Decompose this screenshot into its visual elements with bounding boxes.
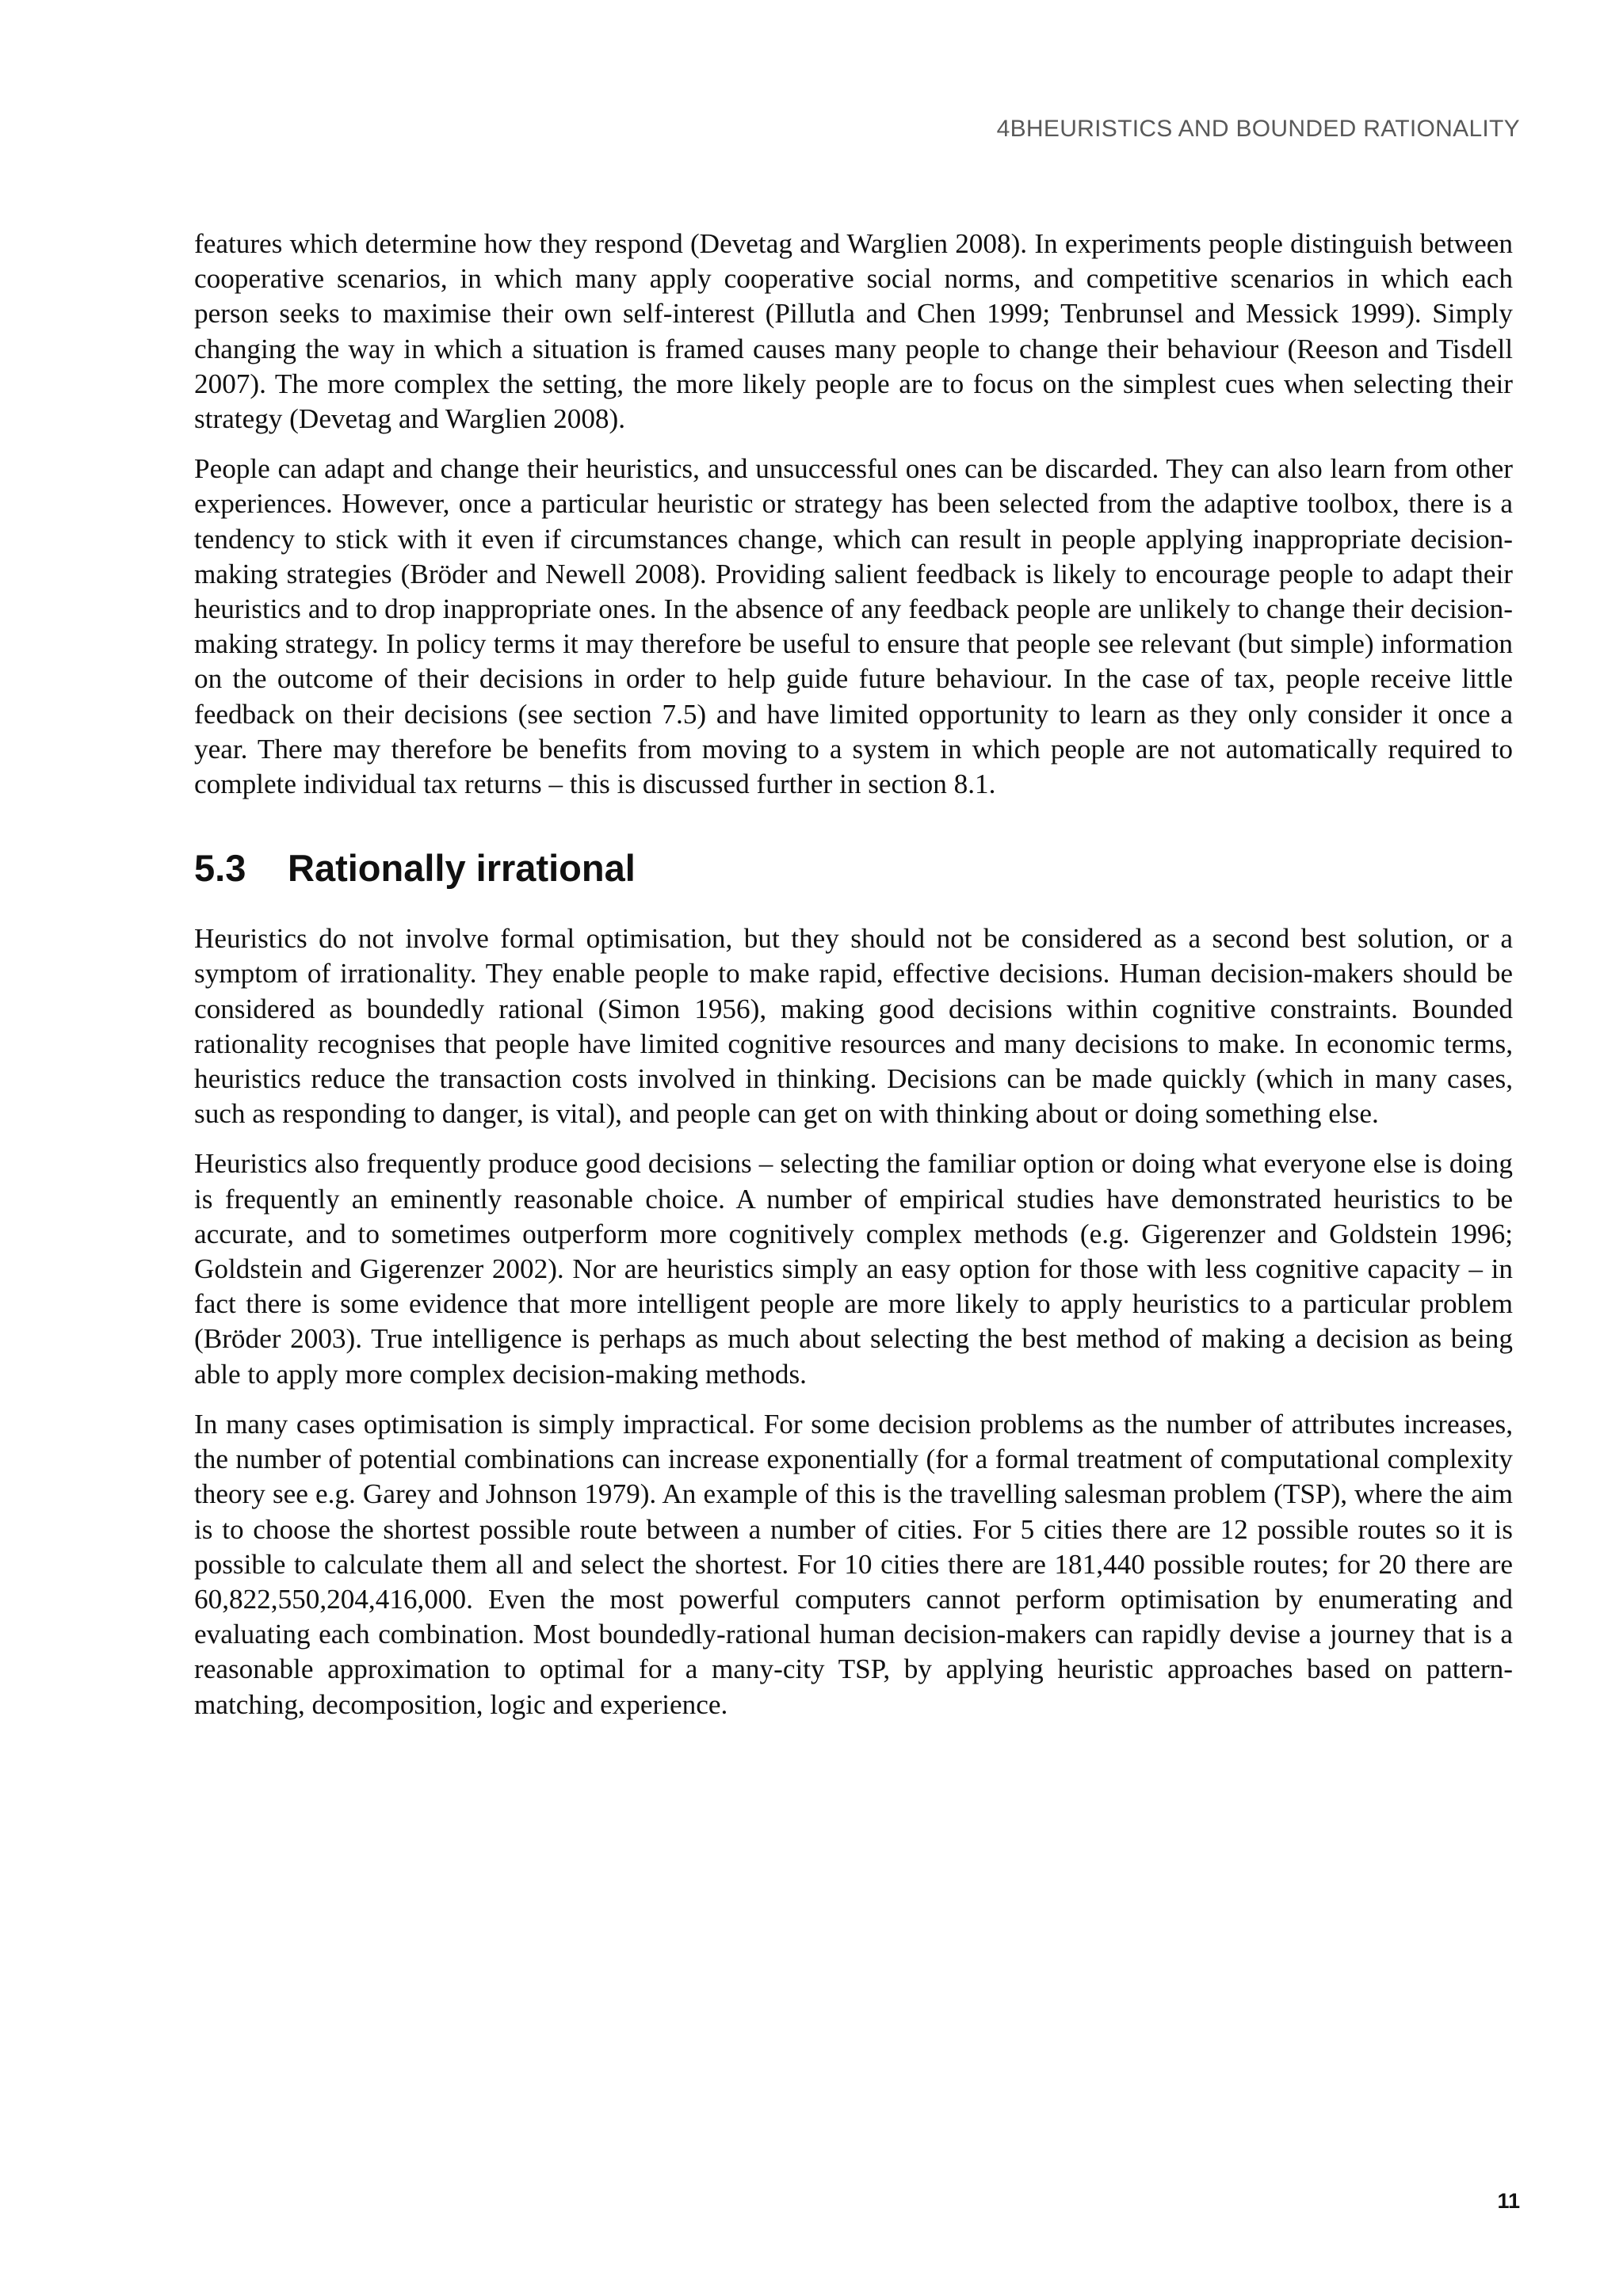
paragraph-bounded-rationality: Heuristics do not involve formal optimisation, but they should not be considered as a second best solution, or a symptom of irrationality. They enable people to make rapid, effective decisions. Human decision-makers should be considered as boundedly rational (Simon 1956), making good decisions within cognitive constraints. Bounded rationality recognises that people have limited cognitive resources and many decisions to make. In economic terms, heuristics reduce the transaction costs involved in thinking. Decisions can be made quickly (which in many cases, such as responding to danger, is vital), and people can get on with thinking about or doing something else. [194, 923, 1513, 1130]
section-heading [194, 846, 1513, 890]
section-title: Rationally irrational [288, 847, 636, 890]
body-column [194, 227, 1513, 1737]
paragraph-good-decisions: Heuristics also frequently produce good decisions – selecting the familiar option or doing what everyone else is doing is frequently an eminently reasonable choice. A number of empirical studies have demonstrated heuristics to be accurate, and to sometimes outperform more cognitively complex methods (e.g. Gigerenzer and Goldstein 1996; Goldstein and Gigerenzer 2002). Nor are heuristics simply an easy option for those with less cognitive capacity – in fact there is some evidence that more intelligent people are more likely to apply heuristics to a particular problem (Bröder 2003). True intelligence is perhaps as much about selecting the best method of making a decision as being able to apply more complex decision-making methods. [194, 1148, 1513, 1390]
paragraph-adaptive-heuristics: People can adapt and change their heuristics, and unsuccessful ones can be discarded. They can also learn from other experiences. However, once a particular heuristic or strategy has been selected from the adaptive toolbox, there is a tendency to stick with it even if circumstances change, which can result in people applying inappropriate decision-making strategies (Bröder and Newell 2008). Providing salient feedback is likely to encourage people to adapt their heuristics and to drop inappropriate ones. In the absence of any feedback people are unlikely to change their decision-making strategy. In policy terms it may therefore be useful to ensure that people see relevant (but simple) information on the outcome of their decisions in order to help guide future behaviour. In the case of tax, people receive little feedback on their decisions (see section 7.5) and have limited opportunity to learn as they only consider it once a year. There may therefore be benefits from moving to a system in which people are not automatically required to complete individual tax returns – this is discussed further in section 8.1. [194, 453, 1513, 800]
paragraph-framing: features which determine how they respond (Devetag and Warglien 2008). In experiments people distinguish between cooperative scenarios, in which many apply cooperative social norms, and competitive scenarios in which each person seeks to maximise their own self-interest (Pillutla and Chen 1999; Tenbrunsel and Messick 1999). Simply changing the way in which a situation is framed causes many people to change their behaviour (Reeson and Tisdell 2007). The more complex the setting, the more likely people are to focus on the simplest cues when selecting their strategy (Devetag and Warglien 2008). [194, 228, 1513, 435]
section-number: 5.3 [194, 847, 246, 890]
paragraph-optimisation-impractical: In many cases optimisation is simply impractical. For some decision problems as the number of attributes increases, the number of potential combinations can increase exponentially (for a formal treatment of computational complexity theory see e.g. Garey and Johnson 1979). An example of this is the travelling salesman problem (TSP), where the aim is to choose the shortest possible route between a number of cities. For 5 cities there are 12 possible routes so it is possible to calculate them all and select the shortest. For 10 cities there are 181,440 possible routes; for 20 there are 60,822,550,204,416,000. Even the most powerful computers cannot perform optimisation by enumerating and evaluating each combination. Most boundedly-rational human decision-makers can rapidly devise a journey that is a reasonable approximation to optimal for a many-city TSP, by applying heuristic approaches based on pattern-matching, decomposition, logic and experience. [194, 1408, 1513, 1720]
running-header: 4BHEURISTICS AND BOUNDED RATIONALITY [996, 116, 1520, 142]
page-number: 11 [1497, 2189, 1520, 2213]
